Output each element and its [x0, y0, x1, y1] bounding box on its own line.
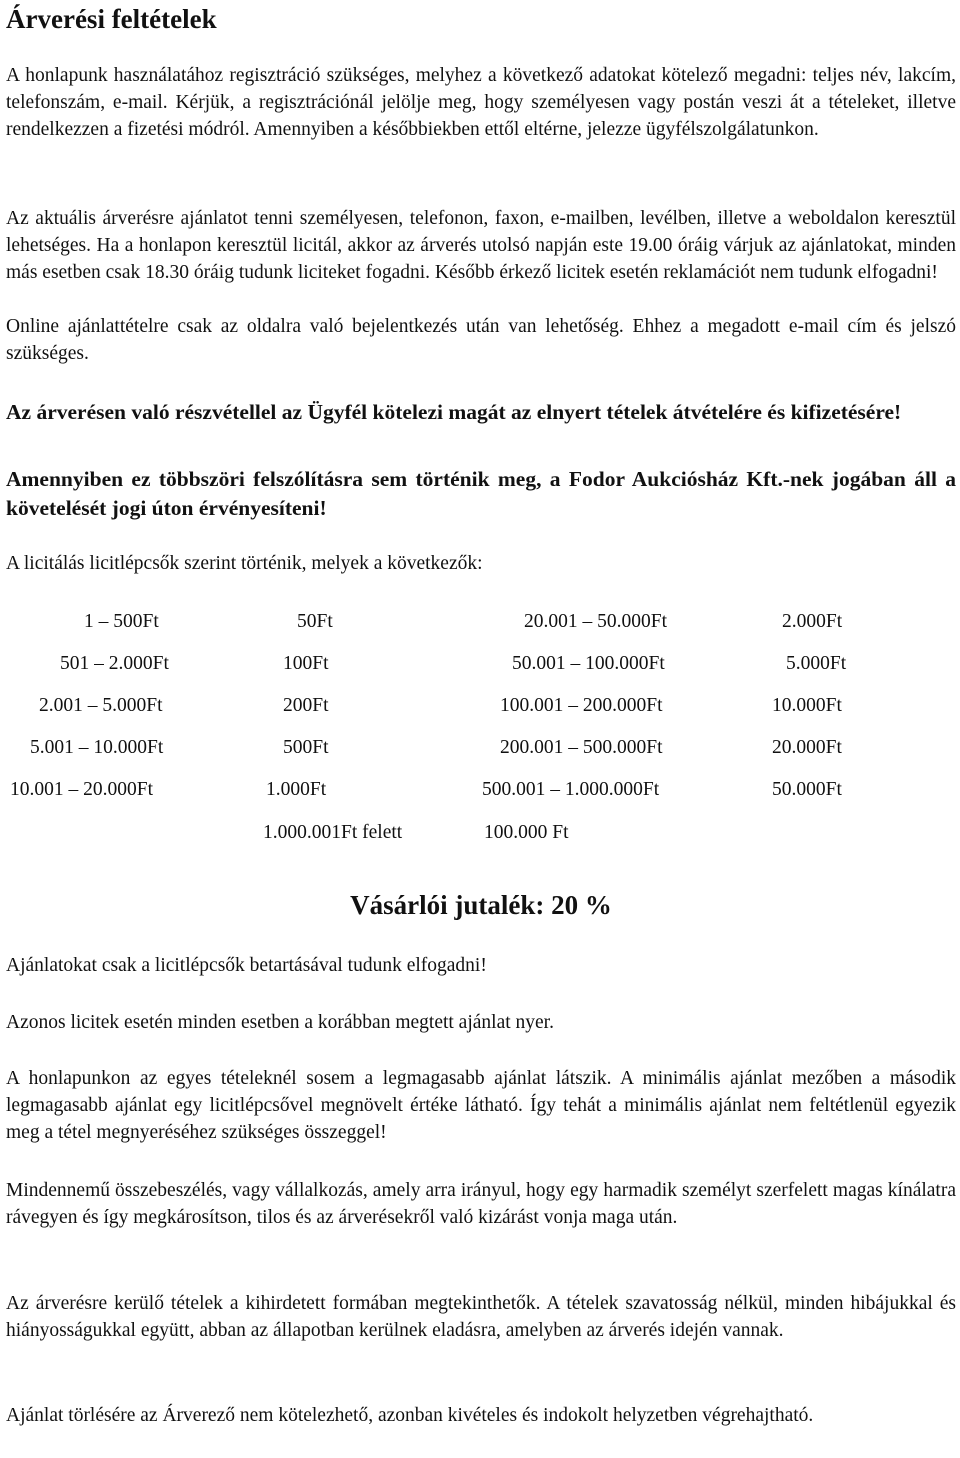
table-cell: 5.001 – 10.000Ft: [30, 737, 164, 758]
registration-paragraph: A honlapunk használatához regisztráció szükséges, melyhez a következő adatokat kötelező megadni: teljes név, lakcím, telefonszám, e-mail. Kérjük, a regisztrációnál jelölje meg, hogy személyesen vagy postán veszi át a tételeket, illetve rendelkezzen a fizetési módról. Amennyiben a későbbiekben ettől eltérne, jelezze ügyfélszolgálatunkon.: [6, 65, 956, 141]
table-cell: 20.001 – 50.000Ft: [524, 611, 668, 632]
table-cell: 50.000Ft: [772, 779, 842, 800]
online-bidding-paragraph: Online ajánlattételre csak az oldalra való bejelentkezés után van lehetőség. Ehhez a megadott e-mail cím és jelszó szükséges.: [6, 316, 956, 365]
table-cell: 50Ft: [297, 611, 333, 632]
table-cell: 1 – 500Ft: [84, 611, 159, 632]
table-cell: 100.000 Ft: [484, 822, 569, 843]
table-cell: 200.001 – 500.000Ft: [500, 737, 663, 758]
table-cell: 2.001 – 5.000Ft: [39, 695, 163, 716]
table-cell: 100.001 – 200.000Ft: [500, 695, 663, 716]
bid-cancellation-paragraph: Ajánlat törlésére az Árverező nem kötelezhető, azonban kivételes és indokolt helyzetben végrehajtható.: [6, 1405, 814, 1426]
table-cell: 10.000Ft: [772, 695, 842, 716]
commission-heading: Vásárlói jutalék: 20 %: [350, 890, 612, 920]
enforcement-notice: Amennyiben ez többszöri felszólításra sem történik meg, a Fodor Aukciósház Kft.-nek jogában áll a követelését jogi úton érvényesíteni!: [6, 467, 956, 520]
item-condition-paragraph: Az árverésre kerülő tételek a kihirdetett formában megtekinthetők. A tételek szavatosság nélkül, minden hibájukkal és hiányosságukkal együtt, abban az állapotban kerülnek eladásra, amelyben az árverés idején vannak.: [6, 1293, 956, 1342]
collusion-paragraph: Mindennemű összebeszélés, vagy vállalkozás, amely arra irányul, hogy egy harmadik személyt szerfelett magas kínálatra rávegyen és így megkárosítson, tilos és az árverésekről való kizárást vonja maga után.: [6, 1180, 956, 1229]
table-cell: 50.001 – 100.000Ft: [512, 653, 665, 674]
equal-bids-paragraph: Azonos licitek esetén minden esetben a korábban megtett ajánlat nyer.: [6, 1012, 554, 1033]
table-cell: 1.000Ft: [266, 779, 327, 800]
obligation-notice: Az árverésen való részvétellel az Ügyfél kötelezi magát az elnyert tételek átvételére és kifizetésére!: [6, 400, 902, 424]
table-cell: 2.000Ft: [782, 611, 843, 632]
table-cell: 500.001 – 1.000.000Ft: [482, 779, 660, 800]
table-cell: 100Ft: [283, 653, 329, 674]
bidding-methods-paragraph: Az aktuális árverésre ajánlatot tenni személyesen, telefonon, faxon, e-mailben, levélben, illetve a weboldalon keresztül lehetséges. Ha a honlapon keresztül licitál, akkor az árverés utolsó napján este 19.00 óráig várjuk az ajánlatokat, minden más esetben csak 18.30 óráig tudunk liciteket fogadni. Később érkező licitek esetén reklamációt nem tudunk elfogadni!: [6, 208, 956, 284]
page-title: Árverési feltételek: [6, 4, 217, 34]
table-cell: 500Ft: [283, 737, 329, 758]
table-cell: 501 – 2.000Ft: [60, 653, 169, 674]
table-cell: 1.000.001Ft felett: [263, 822, 403, 843]
table-cell: 20.000Ft: [772, 737, 842, 758]
bid-steps-rule-paragraph: Ajánlatokat csak a licitlépcsők betartásával tudunk elfogadni!: [6, 955, 487, 976]
bid-steps-intro: A licitálás licitlépcsők szerint történik, melyek a következők:: [6, 553, 483, 574]
table-cell: 200Ft: [283, 695, 329, 716]
table-cell: 5.000Ft: [786, 653, 847, 674]
table-cell: 10.001 – 20.000Ft: [10, 779, 154, 800]
minimum-bid-paragraph: A honlapunkon az egyes tételeknél sosem a legmagasabb ajánlat látszik. A minimális ajánlat mezőben a második legmagasabb ajánlat egy licitlépcsővel megnövelt értéke látható. Így tehát a minimális ajánlat nem feltétlenül egyezik meg a tétel megnyeréséhez szükséges összeggel!: [6, 1068, 956, 1144]
